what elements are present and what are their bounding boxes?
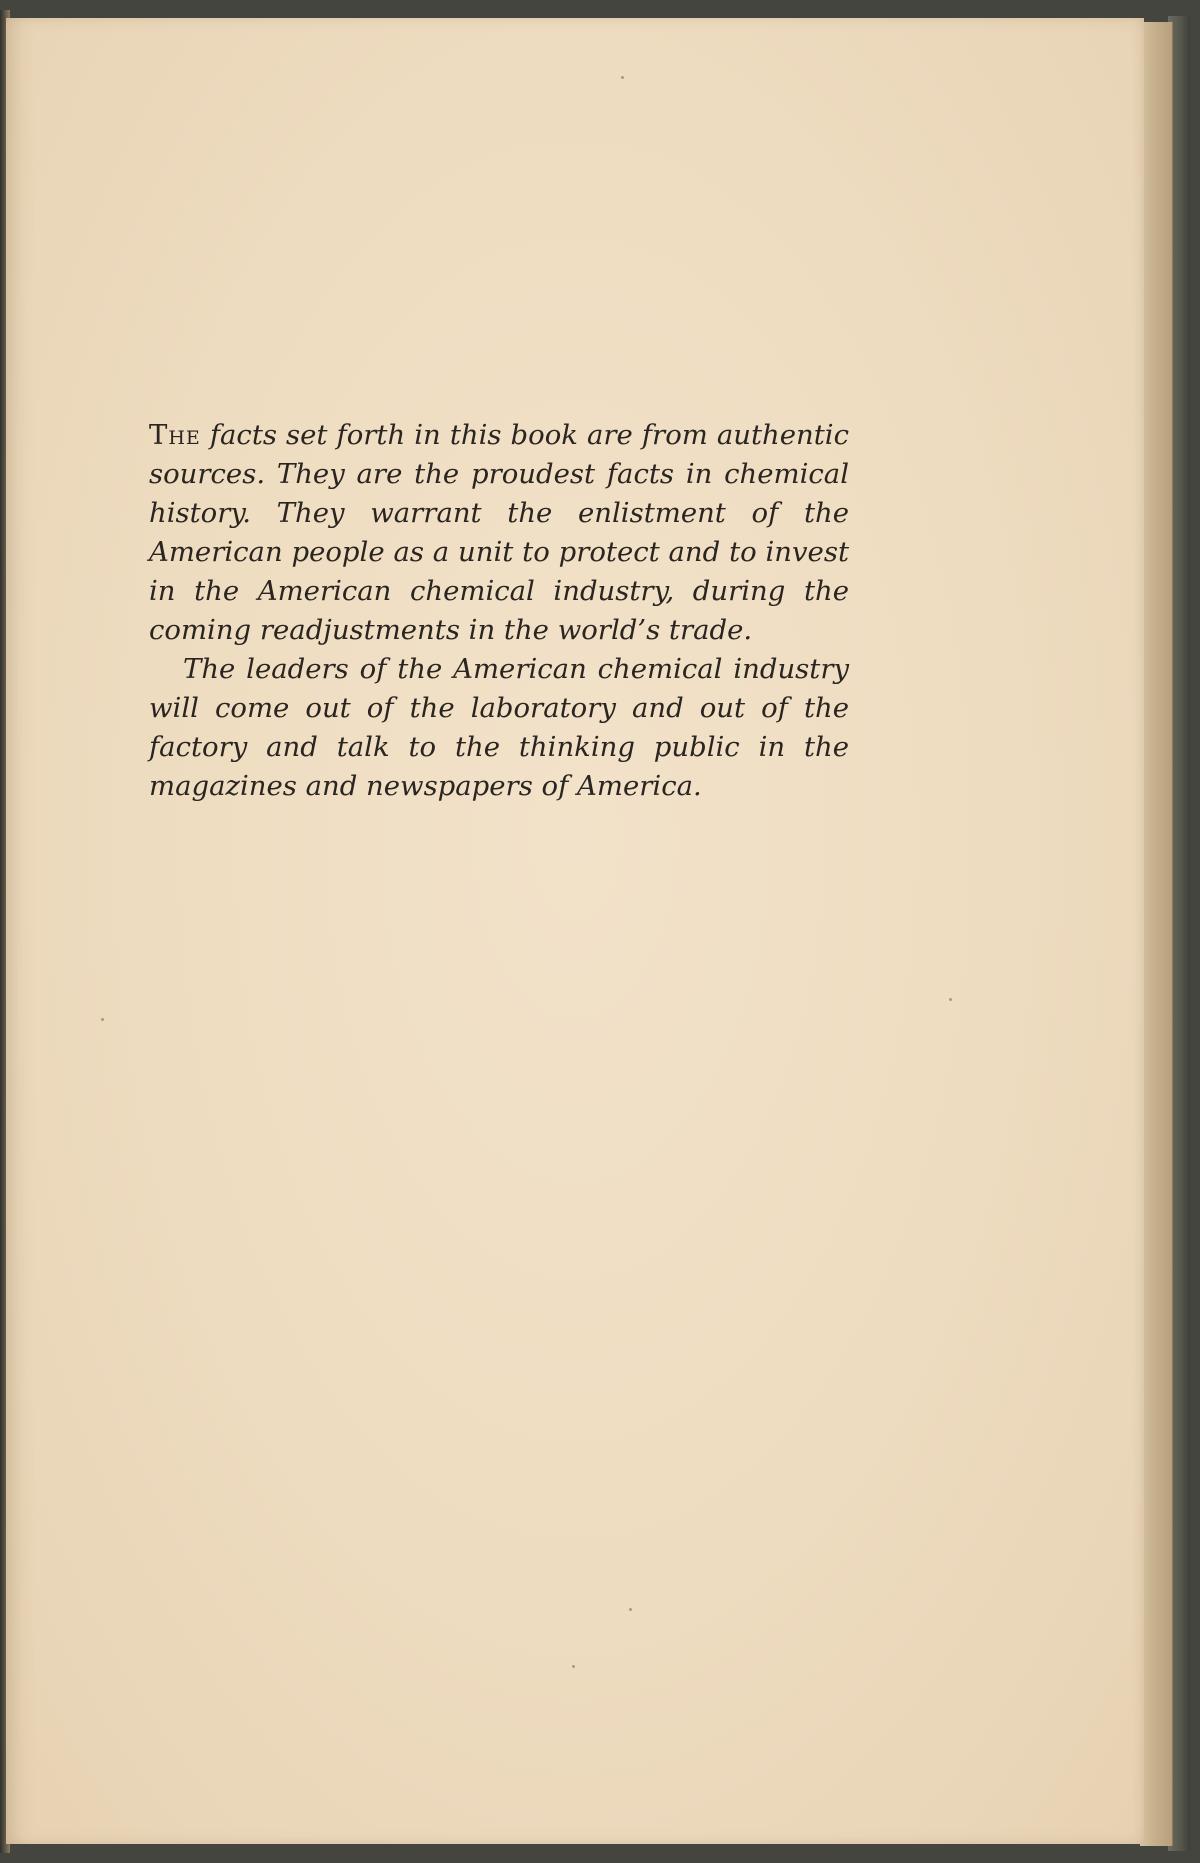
- page-text: [149, 416, 849, 806]
- paragraph-1-text: facts set forth in this book are from authentic sources. They are the proudest facts in chemical history. They warrant the enlistment of the American people as a unit to protect and to invest in the American chemical industry, during the coming readjustments in the world’s trade.: [149, 419, 849, 646]
- paragraph-1: [149, 416, 849, 650]
- paragraph-1-lead: The: [149, 419, 201, 451]
- paper-speck: [621, 76, 624, 79]
- paper-speck: [572, 1665, 575, 1668]
- paragraph-2: [149, 650, 849, 806]
- paper-speck: [949, 998, 952, 1001]
- paragraph-2-text: The leaders of the American chemical industry will come out of the laboratory and out of the factory and talk to the thinking public in the magazines and newspapers of America.: [149, 653, 849, 802]
- paper-speck: [101, 1018, 104, 1021]
- paper-speck: [629, 1608, 632, 1611]
- book-page: [6, 18, 1144, 1844]
- page-stack-edge: [1140, 22, 1173, 1846]
